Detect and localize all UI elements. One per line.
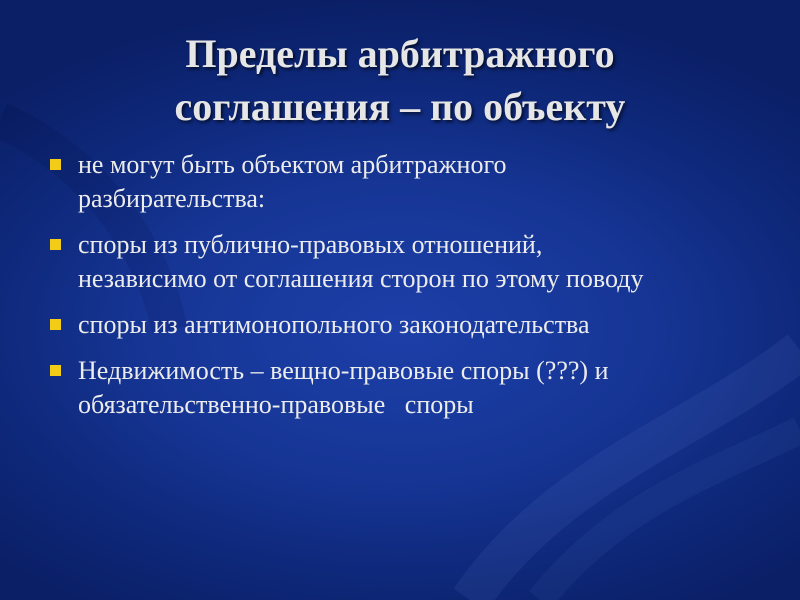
- bullet-text-line-1: не могут быть объектом арбитражного: [78, 150, 507, 179]
- slide-title-line-1: Пределы арбитражного: [185, 31, 615, 76]
- bullet-text-line-2: независимо от соглашения сторон по этому поводу: [78, 264, 644, 293]
- bullet-text-line-1: споры из публично-правовых отношений,: [78, 230, 543, 259]
- bullet-text-line-1: споры из антимонопольного законодательства: [78, 310, 590, 339]
- slide-title-line-2: соглашения – по объекту: [174, 84, 626, 129]
- bullet-list: [48, 148, 768, 434]
- bullet-text-line-2: разбирательства:: [78, 184, 266, 213]
- yellow-square-bullet-icon: [50, 365, 61, 376]
- bullet-text-line-1: Недвижимость – вещно-правовые споры (???) и: [78, 356, 609, 385]
- bullet-item: [48, 354, 768, 422]
- bullet-item: [48, 148, 768, 216]
- bullet-text-line-2: обязательственно-правовые споры: [78, 390, 474, 419]
- bullet-item: [48, 228, 768, 296]
- slide-title: [0, 27, 800, 133]
- bullet-item: [48, 308, 768, 342]
- yellow-square-bullet-icon: [50, 159, 61, 170]
- yellow-square-bullet-icon: [50, 319, 61, 330]
- yellow-square-bullet-icon: [50, 239, 61, 250]
